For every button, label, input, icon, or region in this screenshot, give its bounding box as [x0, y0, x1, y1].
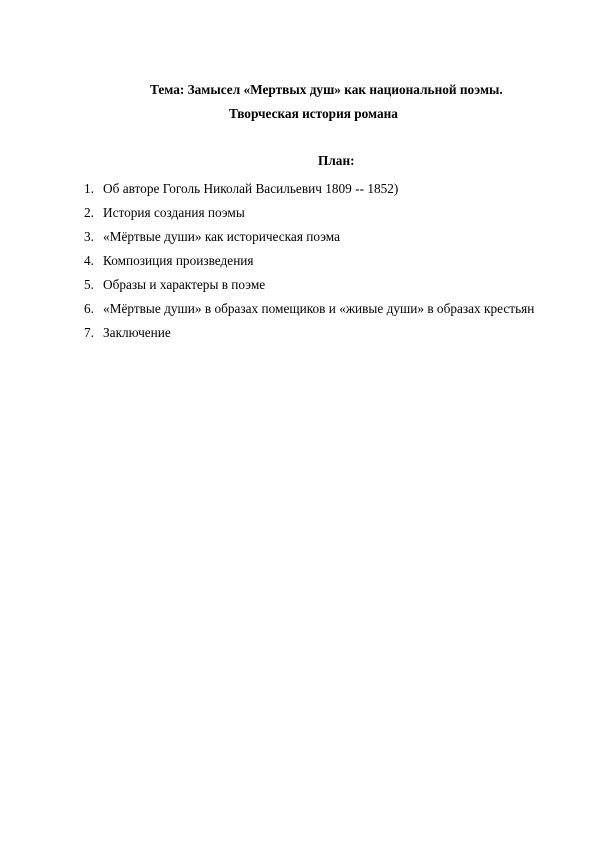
plan-item-text: Об авторе Гоголь Николай Васильевич 1809 -- 1852): [103, 181, 399, 196]
plan-item-text: Образы и характеры в поэме: [103, 277, 266, 292]
plan-item-text: История создания поэмы: [103, 205, 245, 220]
plan-item: [84, 273, 554, 297]
plan-item: [84, 321, 554, 345]
plan-item: [84, 297, 554, 321]
plan-item-text: Заключение: [103, 325, 171, 340]
plan-item-number: 7.: [84, 325, 94, 340]
plan-item: [84, 225, 554, 249]
document-title: Тема: Замысел «Мертвых душ» как национальной поэмы.: [150, 82, 503, 97]
plan-item-text: «Мёртвые души» в образах помещиков и «живые души» в образах крестьян: [103, 301, 535, 316]
document-subtitle: Творческая история романа: [229, 106, 398, 121]
plan-item-number: 4.: [84, 253, 94, 268]
plan-item-number: 3.: [84, 229, 94, 244]
plan-item-text: «Мёртвые души» как историческая поэма: [103, 229, 341, 244]
plan-item: [84, 249, 554, 273]
plan-list: [84, 177, 554, 345]
plan-item-number: 2.: [84, 205, 94, 220]
plan-item-number: 1.: [84, 181, 94, 196]
plan-item-text: Композиция произведения: [103, 253, 254, 268]
plan-heading: План:: [318, 153, 355, 168]
plan-item: [84, 177, 554, 201]
plan-item-number: 5.: [84, 277, 94, 292]
plan-item: [84, 201, 554, 225]
plan-item-number: 6.: [84, 301, 94, 316]
